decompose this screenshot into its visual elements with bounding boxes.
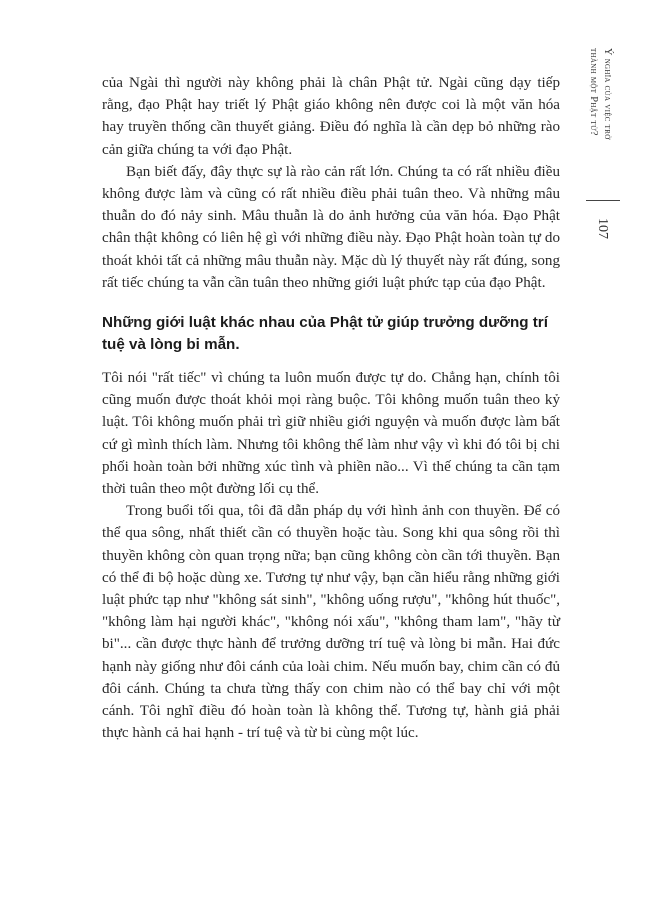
section-heading: Những giới luật khác nhau của Phật tử giúp trưởng dưỡng trí tuệ và lòng bi mẫn. <box>102 314 548 354</box>
page-number: 107 <box>595 218 610 239</box>
paragraph: Tôi nói "rất tiếc" vì chúng ta luôn muốn được tự do. Chẳng hạn, chính tôi cũng muốn được thoát khỏi mọi ràng buộc. Tôi không muốn tuân theo kỷ luật. Tôi không muốn phải trì giữ nhiều giới nguyện và muốn được làm bất cứ gì mình thích làm. Nhưng tôi không thể làm như vậy vì khi đó tôi bị chi phối hoàn toàn bởi những xúc tình và phiền não... Vì thế chúng ta cần tạm thời tuân theo một đường lối cụ thể. <box>102 370 560 498</box>
paragraph: Trong buổi tối qua, tôi đã dẫn pháp dụ với hình ảnh con thuyền. Để có thể qua sông, nhất thiết cần có thuyền hoặc tàu. Song khi qua sông rồi thì thuyền không còn quan trọng nữa; bạn cũng không còn cần tới thuyền. Bạn có thể đi bộ hoặc dùng xe. Tương tự như vậy, bạn cần hiểu rằng những giới luật phức tạp như "không sát sinh", "không uống rượu", "không hút thuốc", "không làm hại người khác", "không nói xấu", "không tham lam", "hãy từ bi"... cần được thực hành để trưởng dưỡng trí tuệ và lòng bi mẫn. Hai đức hạnh này giống như đôi cánh của loài chim. Nếu muốn bay, chim cần có đủ đôi cánh. Chúng ta chưa từng thấy con chim nào có thể bay chỉ với một cánh. Tôi nghĩ điều đó hoàn toàn là không thể. Tương tự, hành giả phải thực hành cả hai hạnh - trí tuệ và từ bi cùng một lúc. <box>102 503 560 742</box>
header-divider <box>586 200 620 201</box>
paragraph: Bạn biết đấy, đây thực sự là rào cản rất lớn. Chúng ta có rất nhiều điều không được làm và cũng có rất nhiều điều phải tuân theo. Và những mâu thuẫn do đó nảy sinh. Mâu thuẫn là do ảnh hưởng của văn hóa. Đạo Phật chân thật không có liên hệ gì với những điều này. Đạo Phật hoàn toàn tự do thoát khỏi tất cả những mâu thuẫn này. Mặc dù lý thuyết này rất đúng, song rất tiếc chúng ta vẫn cần tuân theo những giới luật phức tạp của đạo Phật. <box>102 163 560 291</box>
running-header-title <box>586 48 614 140</box>
running-header-line: thành một Phật tử? <box>588 48 599 136</box>
running-header <box>582 48 622 358</box>
main-text <box>102 72 560 744</box>
paragraph: của Ngài thì người này không phải là chân Phật tử. Ngài cũng dạy tiếp rằng, đạo Phật hay triết lý Phật giáo không nên được coi là một văn hóa hay truyền thống cần thuyết giảng. Điều đó nghĩa là cần dẹp bỏ những rào cản giữa chúng ta với đạo Phật. <box>102 75 560 158</box>
running-header-line: Ý nghĩa của việc trở <box>602 48 613 140</box>
